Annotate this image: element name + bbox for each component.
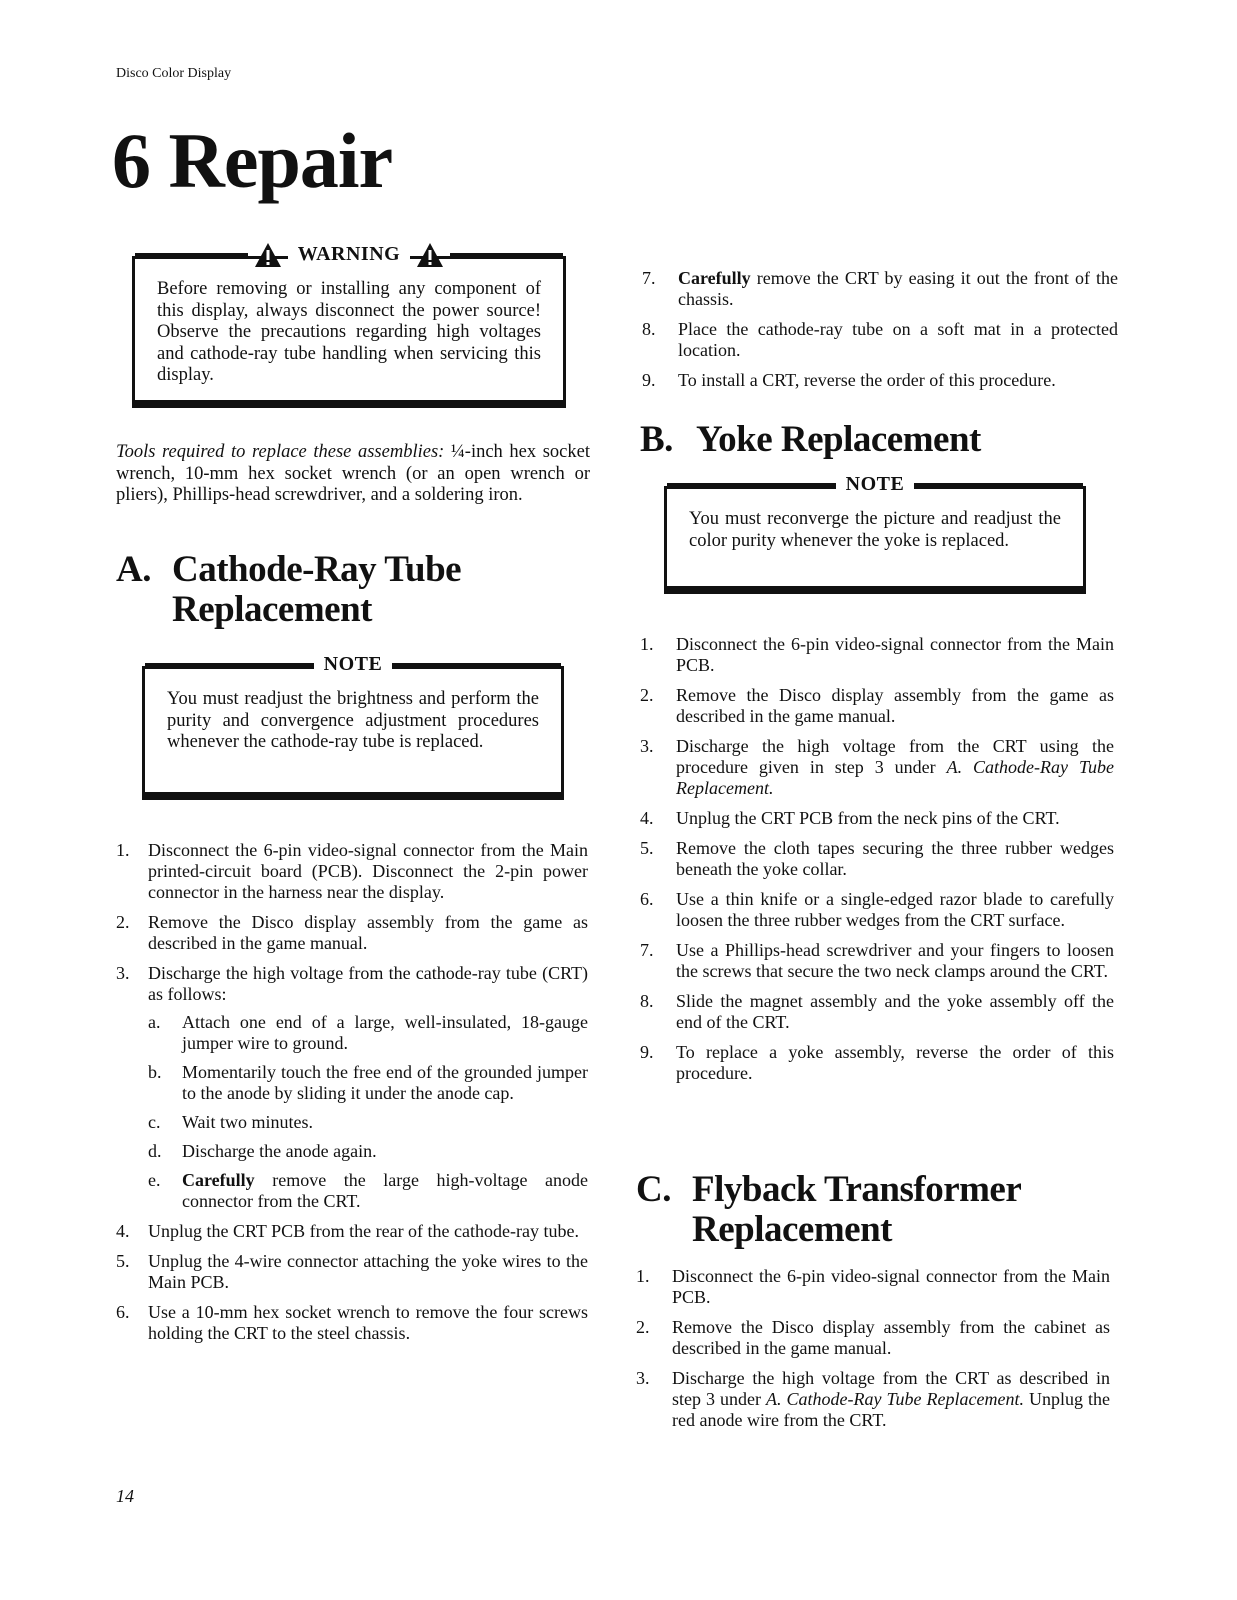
list-item: 1. Disconnect the 6-pin video-signal connector from the Main printed-circuit board (PCB). Disconnect the 2-pin power connector in the harness near the display. bbox=[116, 840, 588, 902]
list-item: 1. Disconnect the 6-pin video-signal connector from the Main PCB. bbox=[640, 634, 1114, 675]
list-item: 3. Discharge the high voltage from the CRT as described in step 3 under A. Cathode-Ray Tube Replacement. Unplug the red anode wire from the CRT. bbox=[636, 1368, 1110, 1430]
section-a-note-header bbox=[145, 653, 561, 677]
list-item: 8. Slide the magnet assembly and the yoke assembly off the end of the CRT. bbox=[640, 991, 1114, 1032]
list-item: 1. Disconnect the 6-pin video-signal connector from the Main PCB. bbox=[636, 1266, 1110, 1307]
list-item: 2. Remove the Disco display assembly from the game as described in the game manual. bbox=[116, 912, 588, 953]
section-a-note-box bbox=[142, 653, 564, 800]
section-c-heading bbox=[636, 1170, 1021, 1250]
list-item: 6. Use a 10-mm hex socket wrench to remove the four screws holding the CRT to the steel chassis. bbox=[116, 1302, 588, 1343]
section-b-letter: B. bbox=[640, 419, 673, 460]
warning-label: WARNING bbox=[288, 244, 410, 266]
list-item: 9. To replace a yoke assembly, reverse the order of this procedure. bbox=[640, 1042, 1114, 1083]
list-item: a. Attach one end of a large, well-insulated, 18-gauge jumper wire to ground. bbox=[148, 1012, 588, 1053]
section-a-steps-continued bbox=[642, 268, 1118, 400]
list-item: e. Carefully remove the large high-voltage anode connector from the CRT. bbox=[148, 1170, 588, 1211]
section-b-title: Yoke Replacement bbox=[696, 419, 981, 460]
running-header: Disco Color Display bbox=[116, 66, 232, 81]
warning-triangle-icon bbox=[416, 242, 444, 268]
section-a-note-label: NOTE bbox=[314, 654, 393, 676]
list-item: 7. Carefully remove the CRT by easing it out the front of the chassis. bbox=[642, 268, 1118, 309]
section-a-title-line2: Replacement bbox=[172, 589, 372, 630]
section-a-heading bbox=[116, 550, 461, 630]
list-item: 5. Unplug the 4-wire connector attaching the yoke wires to the Main PCB. bbox=[116, 1251, 588, 1292]
list-item: 3. Discharge the high voltage from the CRT using the procedure given in step 3 under A. Cathode-Ray Tube Replacement. bbox=[640, 736, 1114, 798]
page-title: 6 Repair bbox=[112, 117, 393, 204]
tools-lead: Tools required to replace these assemblies: bbox=[116, 442, 445, 462]
list-item: 9. To install a CRT, reverse the order of this procedure. bbox=[642, 370, 1056, 390]
list-item: 4. Unplug the CRT PCB from the rear of the cathode-ray tube. bbox=[116, 1221, 579, 1241]
tools-text: ¼-inch hex socket wrench, 10-mm hex socket wrench (or an open wrench or pliers), Phillips-head screwdriver, and a soldering iron. bbox=[116, 442, 590, 505]
section-b-heading bbox=[640, 420, 981, 460]
list-item: 6. Use a thin knife or a single-edged razor blade to carefully loosen the three rubber wedges from the CRT surface. bbox=[640, 889, 1114, 930]
page-number: 14 bbox=[116, 1486, 134, 1506]
section-a-letter: A. bbox=[116, 549, 151, 590]
section-c-title-line1: Flyback Transformer bbox=[692, 1169, 1022, 1210]
section-b-steps bbox=[640, 634, 1114, 1093]
section-c-letter: C. bbox=[636, 1169, 671, 1210]
section-a-title-line1: Cathode-Ray Tube bbox=[172, 549, 462, 590]
tools-paragraph bbox=[116, 442, 590, 507]
list-item: 2. Remove the Disco display assembly from the game as described in the game manual. bbox=[640, 685, 1114, 726]
section-b-note-text: You must reconverge the picture and readjust the color purity whenever the yoke is replaced. bbox=[689, 509, 1061, 551]
list-item: b. Momentarily touch the free end of the grounded jumper to the anode by sliding it under the anode cap. bbox=[148, 1062, 588, 1103]
section-c-steps bbox=[636, 1266, 1110, 1440]
list-item: 7. Use a Phillips-head screwdriver and your fingers to loosen the screws that secure the two neck clamps around the CRT. bbox=[640, 940, 1114, 981]
section-a-steps bbox=[116, 840, 588, 1353]
list-item: 8. Place the cathode-ray tube on a soft mat in a protected location. bbox=[642, 319, 1118, 360]
section-b-note-label: NOTE bbox=[836, 474, 915, 496]
list-item: d. Discharge the anode again. bbox=[148, 1141, 377, 1161]
list-item: 4. Unplug the CRT PCB from the neck pins of the CRT. bbox=[640, 808, 1060, 828]
section-b-note-box bbox=[664, 473, 1086, 594]
warning-text: Before removing or installing any component of this display, always disconnect the power source! Observe the precautions regarding high voltages and cathode-ray tube handling when servicing this display. bbox=[157, 279, 541, 385]
list-item: 5. Remove the cloth tapes securing the three rubber wedges beneath the yoke collar. bbox=[640, 838, 1114, 879]
section-a-note-text: You must readjust the brightness and perform the purity and convergence adjustment procedures whenever the cathode-ray tube is replaced. bbox=[167, 689, 539, 752]
list-item: c. Wait two minutes. bbox=[148, 1112, 314, 1132]
warning-triangle-icon bbox=[254, 242, 282, 268]
substeps-list bbox=[148, 1012, 588, 1212]
warning-box bbox=[132, 243, 566, 408]
warning-box-header bbox=[135, 243, 563, 267]
section-b-note-header bbox=[667, 473, 1083, 497]
section-c-title-line2: Replacement bbox=[692, 1209, 892, 1250]
list-item: 3. Discharge the high voltage from the cathode-ray tube (CRT) as follows: a. Attach one end of a large, well-insulated, 18-gauge jumper wire to ground. b. Momentarily touch the free end of the grounded jumper to the anode by sliding it under the anode cap. c. Wait two minutes. d. Discharge the anode again. e. Carefully remove the large high-voltage anode connector from the CRT. bbox=[116, 963, 588, 1211]
list-item: 2. Remove the Disco display assembly from the cabinet as described in the game manual. bbox=[636, 1317, 1110, 1358]
